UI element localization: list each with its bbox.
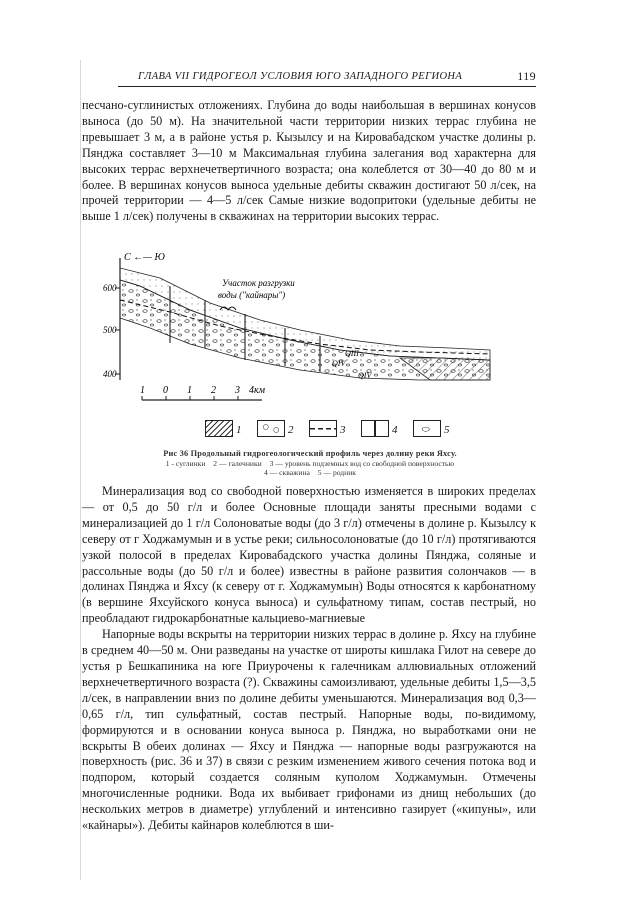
paragraph: Напорные воды вскрыты на территории низких террас в долине р. Яхсу на глубине в среднем 40—50 м. Они разведаны на участке от широты кишлака Гилот на севере до устья р Бешкапиника на юге Приурочены к галечникам аллювиальных отложений верхнечетвертичного возраста (?). Скважины самоизливают, удельные дебиты 1,5—3,5 л/сек, в направлении вниз по долине дебиты уменьшаются. Минерализация вод 0,3—0,65 г/л, тип сульфатный, состав пестрый. Напорные воды, по-видимому, формируются и в основании конуса выноса р. Пянджа, но выработками они не вскрыты В обеих долинах — Яхсу и Пянджа — напорные воды разгружаются на поверхность (рис. 36 и 37) в связи с резким изменением живого сечения потока вод и подпором, который создается соляным куполом Ходжамумын. Отмечены многочисленные родники. Вода их выбивает грифонами из днищ небольших (до нескольких метров в диаметре) углублений и интенсивно газирует («кипуны», или «кайнары»). Дебиты кайнаров колеблются в ши- [82, 627, 536, 833]
legend-number: 3 [340, 424, 346, 436]
legend-swatch-borehole [361, 420, 389, 437]
unit-label: QIV [332, 359, 346, 368]
caption-title: Рис 36 Продольный гидрогеологический профиль через долину реки Яхсу. [163, 449, 457, 458]
figure-caption [90, 449, 530, 478]
paragraph: Минерализация вод со свободной поверхностью изменяется в широких пределах — от 0,5 до 50 г/л и более Основные площади заняты пресными водами с минерализацией до 1 г/л Солоноватые воды (до 3 г/л) отмечены в долине р. Кызылсу к северу от г Ходжамумын и в устье реки; сильносолоноватые (до 10 г/л) протягиваются узкой полосой в пределах Кировабадского участка долины Пянджа, соляные и рассольные воды (до 50 г/л и более) известны в районе развития солончаков — в долинах Пянджа и Яхсу (к северу от г. Ходжамумын) Воды относятся к карбонатному (в вершине Яхсуйского конуса выноса) и сульфатному типам, состав пестрый, но преобладают гидрокарбонатные кальциево-магниевые [82, 484, 536, 626]
annotation-label: Участок разгрузки [222, 278, 295, 288]
legend-number: 1 [236, 424, 242, 436]
caption-legend-line [90, 459, 530, 469]
body-text-bottom [82, 484, 536, 834]
elevation-label: 600 [103, 283, 117, 293]
figure-legend [205, 418, 465, 446]
legend-swatch-spring [413, 420, 441, 437]
caption-legend-entry: 3 — уровень подземных вод со свободной поверхностью [269, 458, 455, 468]
elevation-label: 400 [103, 369, 117, 379]
legend-swatch-gravel [257, 420, 285, 437]
annotation-label: воды ("кайнары") [218, 290, 286, 300]
scale-number: 3 [235, 385, 240, 396]
scale-number: 0 [163, 385, 168, 396]
legend-number: 2 [288, 424, 294, 436]
scale-number: 4км [249, 385, 266, 396]
scale-number: 1 [187, 385, 192, 396]
direction-label: С ←— Ю [124, 252, 165, 263]
legend-swatch-water-level [309, 420, 337, 437]
scale-number: 1 [140, 385, 145, 396]
caption-legend-line [90, 468, 530, 478]
legend-number: 5 [444, 424, 450, 436]
running-header [118, 70, 536, 87]
caption-legend-entry: 5 — родник [317, 468, 356, 478]
caption-legend-entry: 2 — галечники [213, 458, 262, 468]
running-title: ГЛАВА VII ГИДРОГЕОЛ УСЛОВИЯ ЮГО ЗАПАДНОГО РЕГИОНА [138, 71, 463, 82]
unit-label: QIII [345, 349, 359, 358]
page-margin-rule [80, 60, 81, 880]
legend-number: 4 [392, 424, 398, 436]
geological-profile-figure [100, 248, 500, 414]
scale-number: 2 [211, 385, 216, 396]
elevation-label: 500 [103, 325, 117, 335]
caption-legend-entry: 4 — скважина [263, 468, 310, 478]
unit-label: QIV [358, 371, 372, 380]
legend-swatch-loam [205, 420, 233, 437]
page-number: 119 [517, 69, 536, 83]
paragraph: песчано-суглинистых отложениях. Глубина до воды наибольшая в вершинах конусов выноса (до 50 м). На значительной части территории низких террас глубина не превышает 3 м, а в районе устья р. Кызылсу и на Кировабадском участке долины р. Пянджа составляет 3—10 м Максимальная глубина залегания вод характерна для высоких террас верхнечетвертичного возраста; она колеблется от 30—40 до 80 м и более. В вершинах конусов выноса удельные дебиты скважин достигают 50 л/сек, на прочей территории — 4—5 л/сек Самые низкие водопритоки (удельные дебиты не выше 1 л/сек) получены в скважинах на территории высоких террас. [82, 98, 536, 224]
body-text-top [82, 98, 536, 225]
caption-legend-entry: 1 - суглинки [165, 458, 206, 468]
